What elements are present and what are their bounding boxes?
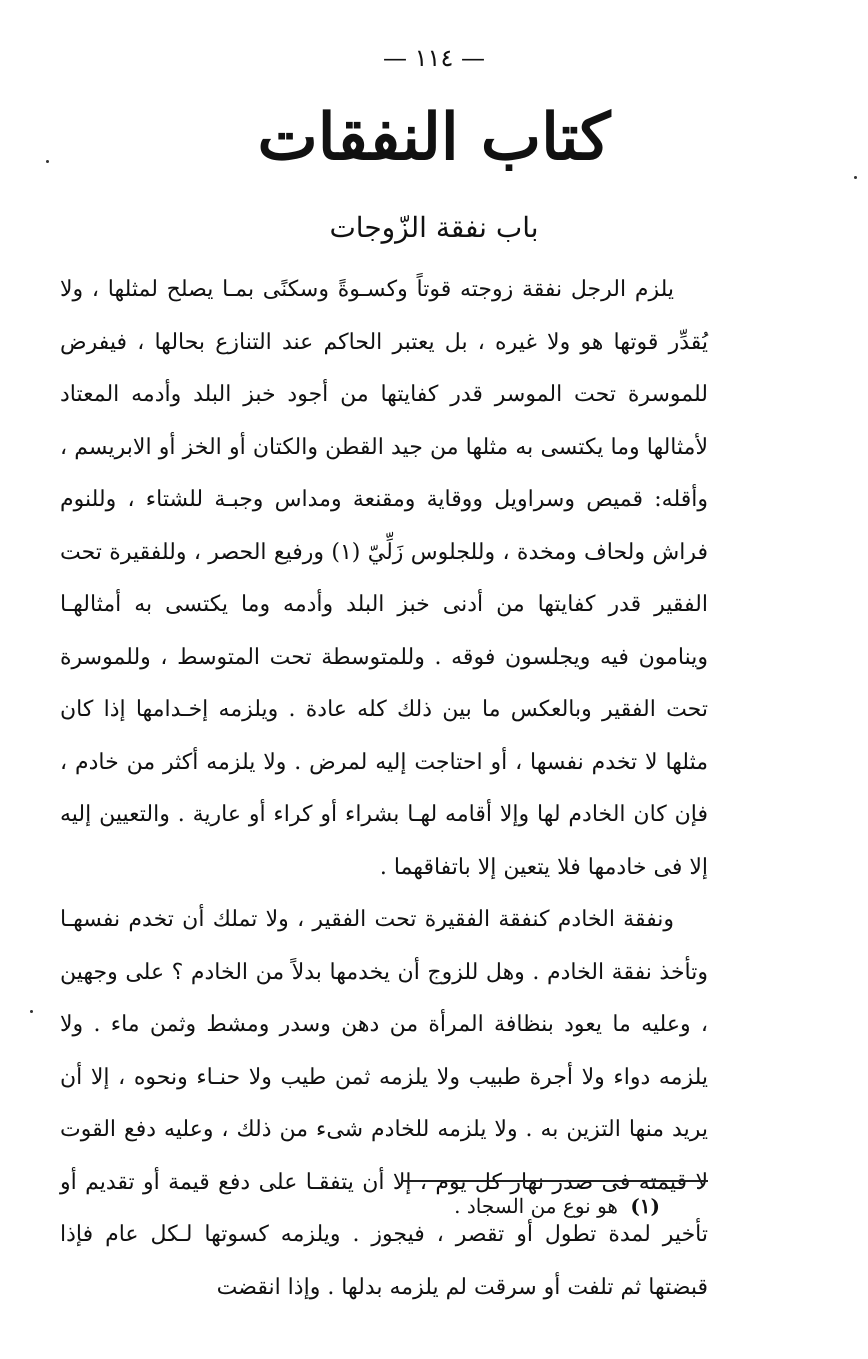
- body-text: [60, 264, 708, 1314]
- footnote: [100, 1192, 660, 1220]
- book-title: كتاب النفقات: [257, 100, 611, 175]
- print-speck: [30, 1010, 33, 1013]
- paragraph-2: ونفقة الخادم كنفقة الفقيرة تحت الفقير ، ولا تملك أن تخدم نفسهـا وتأخذ نفقة الخادم . وهل للزوج أن يخدمها بدلاً من الخادم ؟ على وجهين ، وعليه ما يعود بنظافة المرأة من دهن وسدر ومشط وثمن ماء . ولا يلزمه دواء ولا أجرة طبيب ولا يلزمه ثمن طيب ولا حنـاء ونحوه ، إلا أن يريد منها التزين به . ولا يلزمه للخادم شىء من ذلك ، وعليه دفع القوت لا قيمته فى صدر نهار كل يوم ، إلا أن يتفقـا على دفع قيمة أو تقديم أو تأخير لمدة تطول أو تقصر ، فيجوز . ويلزمه كسوتها لـكل عام فإذا قبضتها ثم تلفت أو سرقت لم يلزمه بدلها . وإذا انقضت: [60, 907, 708, 1300]
- page-number: — ١١٤ —: [383, 44, 485, 72]
- paragraph-1: يلزم الرجل نفقة زوجته قوتاً وكسـوةً وسكنًى بمـا يصلح لمثلها ، ولا يُقدِّر قوتها هو ولا غيره ، بل يعتبر الحاكم عند التنازع بحالها ، فيفرض للموسرة تحت الموسر قدر كفايتها من أجود خبز البلد وأدمه المعتاد لأمثالها وما يكتسى به مثلها من جيد القطن والكتان أو الخز أو الابريسم ، وأقله: قميص وسراويل ووقاية ومقنعة ومداس وجبـة للشتاء ، وللنوم فراش ولحاف ومخدة ، وللجلوس زَلِّيّ (١) ورفيع الحصر ، وللفقيرة تحت الفقير قدر كفايتها من أدنى خبز البلد وأدمه وما يكتسى به أمثالهـا وينامون فيه ويجلسون فوقه . وللمتوسطة تحت المتوسط ، وللموسرة تحت الفقير وبالعكس ما بين ذلك كله عادة . ويلزمه إخـدامها إذا كان مثلها لا تخدم نفسها ، أو احتاجت إليه لمرض . ولا يلزمه أكثر من خادم ، فإن كان الخادم لها وإلا أقامه لهـا بشراء أو كراء أو عارية . والتعيين إليه إلا فى خادمها فلا يتعين إلا باتفاقهما .: [60, 277, 709, 880]
- print-speck: [46, 160, 49, 163]
- print-speck: [854, 176, 857, 179]
- section-heading: باب نفقة الزّوجات: [329, 211, 539, 244]
- footnote-text: هو نوع من السجاد .: [454, 1194, 618, 1218]
- footnote-marker: (١): [630, 1194, 660, 1218]
- footnote-divider: [402, 1180, 708, 1182]
